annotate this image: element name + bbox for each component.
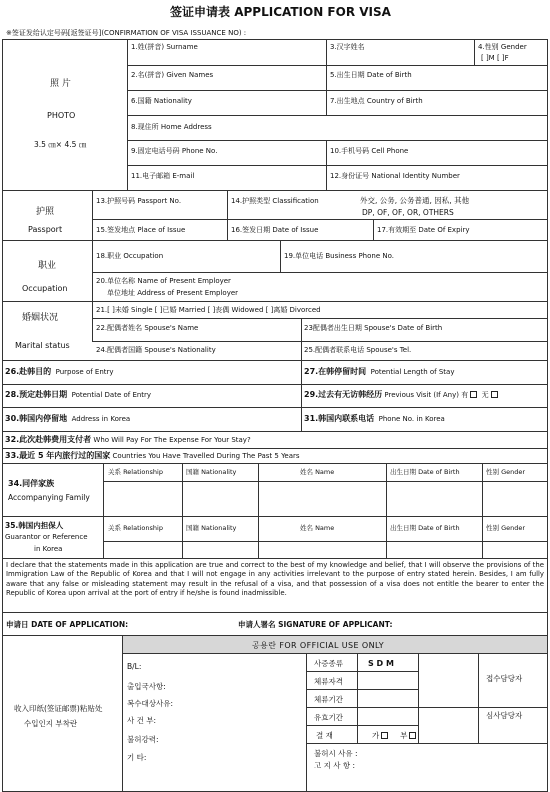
gender-options[interactable]: [ ]M [ ]F xyxy=(481,54,509,62)
phone-field[interactable]: 9.固定电话号码 Phone No. xyxy=(131,147,218,155)
date-of-issue-field[interactable]: 16.签发日期 Date of Issue xyxy=(231,226,319,234)
nationality-field[interactable]: 6.国籍 Nationality xyxy=(131,97,192,105)
bl-field[interactable]: B/L: xyxy=(127,662,142,671)
previous-visit-field: Previous Visit (If Any) xyxy=(384,391,459,399)
address-in-korea-field[interactable]: Address in Korea xyxy=(71,415,131,423)
case-book-field[interactable]: 사 건 부: xyxy=(127,716,157,725)
validity-label: 유효기간 xyxy=(314,713,343,722)
visa-type-label: 사증종류 xyxy=(314,659,343,668)
guarantor-col-dob: 出生日期 Date of Birth xyxy=(390,524,460,532)
given-names-field[interactable]: 2.名(拼音) Given Names xyxy=(131,71,214,79)
approve-label: 가 xyxy=(372,731,380,740)
family-col-gender: 性别 Gender xyxy=(486,468,526,476)
stamp-area-ko: 수입인지 부착란 xyxy=(24,719,78,728)
spouse-name-field[interactable]: 22.配偶者姓名 Spouse's Name xyxy=(96,324,199,332)
passport-type-options-en[interactable]: DP, OF, OF, OR, OTHERS xyxy=(362,208,454,217)
guarantor-col-gender: 性别 Gender xyxy=(486,524,526,532)
phone-korea-label: 31.韩国内联系电话 xyxy=(304,414,375,423)
photo-label-cn: 照 片 xyxy=(50,79,71,89)
email-field[interactable]: 11.电子邮箱 E-mail xyxy=(131,172,195,180)
home-address-field[interactable]: 8.现住所 Home Address xyxy=(131,123,212,131)
guarantor-col-relationship: 关系 Relationship xyxy=(108,524,163,532)
marital-label-cn: 婚姻状况 xyxy=(22,313,59,323)
visa-type-options[interactable]: S D M xyxy=(368,659,394,668)
guarantor-label-cn: 35.韩国内担保人 xyxy=(5,521,64,530)
passport-number-field[interactable]: 13.护照号码 Passport No. xyxy=(96,197,182,205)
guarantor-col-name: 姓名 Name xyxy=(300,524,335,532)
spouse-nationality-field[interactable]: 24.配偶者国籍 Spouse's Nationality xyxy=(96,346,216,354)
spouse-birth-date-field[interactable]: 23配偶者出生日期 Spouse's Date of Birth xyxy=(304,324,443,332)
cell-phone-field[interactable]: 10.手机号码 Cell Phone xyxy=(330,147,409,155)
form-title xyxy=(170,6,391,18)
family-col-dob: 出生日期 Date of Birth xyxy=(390,468,460,476)
reviewing-officer-label: 심사담당자 xyxy=(486,711,523,720)
address-korea-label: 30.韩国内停留地 xyxy=(5,414,68,423)
photo-label-en: PHOTO xyxy=(47,111,76,120)
spouse-tel-field[interactable]: 25.配偶者联系电话 Spouse's Tel. xyxy=(304,346,412,354)
date-of-entry-field[interactable]: Potential Date of Entry xyxy=(71,391,152,399)
phone-in-korea-field[interactable]: Phone No. in Korea xyxy=(378,415,445,423)
guarantor-label-en: Guarantor or Reference xyxy=(5,533,88,541)
purpose-of-entry-field[interactable]: Purpose of Entry xyxy=(55,368,114,376)
previous-visit-no-checkbox[interactable] xyxy=(491,391,498,398)
employer-address-field[interactable]: 单位地址 Address of Present Employer xyxy=(107,289,239,297)
chinese-name-field[interactable]: 3.汉字姓名 xyxy=(330,43,365,51)
date-of-expiry-field[interactable]: 17.有效期至 Date Of Expiry xyxy=(377,226,470,234)
status-label: 체류자격 xyxy=(314,677,343,686)
title-en: APPLICATION FOR VISA xyxy=(234,5,391,19)
occupation-field[interactable]: 18.职业 Occupation xyxy=(96,252,164,260)
payer-label: 32.此次赴韩费用支付者 xyxy=(5,435,92,444)
family-col-nationality: 国籍 Nationality xyxy=(186,468,237,476)
declaration-text: I declare that the statements made in this application are true and correct to the best of my knowledge and belief, that I will observe the provisions of the Immigration Law of the Republic of Korea and that I will not engage in any activities irrelevant to the purpose of entry stated herein. Besides, I am fully aware that any false or misleading statement may result in the refusal of a visa, and that possession of a visa does not entitle the bearer to enter the Republic of Korea upon arrival at the port of entry if he/she is found inadmissible. xyxy=(6,561,544,598)
date-of-birth-field[interactable]: 5.出生日期 Date of Birth xyxy=(330,71,412,79)
family-label-en: Accompanying Family xyxy=(8,493,90,502)
confirmation-number-label xyxy=(6,30,246,37)
title-cn: 签证申请表 xyxy=(170,5,231,19)
marital-label-en: Marital status xyxy=(15,341,70,350)
gender-field[interactable]: 4.性别 Gender xyxy=(478,43,527,51)
surname-field[interactable]: 1.姓(拼音) Surname xyxy=(131,43,198,51)
expense-payer-field[interactable]: Who Will Pay For The Expense For Your Stay? xyxy=(93,436,251,444)
passport-type-options-cn[interactable]: 外交, 公务, 公务普通, 因私, 其他 xyxy=(360,196,470,205)
receiving-officer-label: 접수담당자 xyxy=(486,674,523,683)
previous-visit-yes-checkbox[interactable] xyxy=(470,391,477,398)
passport-type-field[interactable]: 14.护照类型 Classification xyxy=(231,197,319,205)
passport-label-en: Passport xyxy=(28,225,63,234)
national-id-field[interactable]: 12.身份证号 National Identity Number xyxy=(330,172,460,180)
employer-name-field[interactable]: 20.单位名称 Name of Present Employer xyxy=(96,277,231,285)
countries-label: 33.最近 5 年内旅行过的国家 xyxy=(5,451,111,460)
confirm-cn: ※签证发给认定号码[返签证号] xyxy=(6,29,102,37)
length-of-stay-field[interactable]: Potential Length of Stay xyxy=(370,368,455,376)
approve-checkbox[interactable] xyxy=(381,732,388,739)
official-use-title: 공용란 FOR OFFICIAL USE ONLY xyxy=(252,641,385,650)
previous-visit-yes: 有 xyxy=(461,391,469,399)
business-phone-field[interactable]: 19.单位电话 Business Phone No. xyxy=(284,252,394,260)
signature-field[interactable]: 申请人署名 SIGNATURE OF APPLICANT: xyxy=(238,620,393,629)
marital-status-options[interactable]: 21.[ ]未婚 Single [ ]已婚 Married [ ]丧偶 Widowed [ ]离婚 Divorced xyxy=(96,306,321,314)
photo-size: 3.5 ㎝× 4.5 ㎝ xyxy=(34,140,87,149)
place-of-issue-field[interactable]: 15.签发地点 Place of Issue xyxy=(96,226,186,234)
country-of-birth-field[interactable]: 7.出生地点 Country of Birth xyxy=(330,97,423,105)
stay-period-label: 체류기간 xyxy=(314,695,343,704)
confirm-en: (CONFIRMATION OF VISA ISSUANCE NO) : xyxy=(101,29,247,37)
occupation-label-en: Occupation xyxy=(22,284,68,293)
passport-label-cn: 护照 xyxy=(36,207,55,217)
family-col-name: 姓名 Name xyxy=(300,468,335,476)
stay-length-label: 27.在韩停留时间 xyxy=(304,367,367,376)
previous-visit-label: 29.过去有无访韩经历 xyxy=(304,390,383,399)
previous-visit-no: 无 xyxy=(481,391,489,399)
approval-label: 결 재 xyxy=(316,731,333,740)
denial-record-field[interactable]: 불허강력: xyxy=(127,735,159,744)
guarantor-col-nationality: 国籍 Nationality xyxy=(186,524,237,532)
purpose-label: 26.赴韩目的 xyxy=(5,367,52,376)
countries-travelled-field[interactable]: Countries You Have Travelled During The Past 5 Years xyxy=(112,452,300,460)
reject-checkbox[interactable] xyxy=(409,732,416,739)
stamp-area-cn: 收入印纸(签证邮票)粘贴处 xyxy=(14,704,103,713)
denial-reason-label: 불허시 사유 : xyxy=(314,749,358,758)
reject-label: 부 xyxy=(400,731,408,740)
date-of-application-field[interactable]: 申请日 DATE OF APPLICATION: xyxy=(6,620,129,629)
family-label-cn: 34.同伴家族 xyxy=(8,479,55,488)
family-col-relationship: 关系 Relationship xyxy=(108,468,163,476)
immigration-field[interactable]: 출입국사항: xyxy=(127,682,166,691)
notice-label: 고 지 사 항 : xyxy=(314,761,356,770)
occupation-label-cn: 职业 xyxy=(38,261,57,271)
other-field[interactable]: 기 타: xyxy=(127,753,147,762)
multiple-reason-field[interactable]: 복수대상사유: xyxy=(127,699,173,708)
guarantor-label-en2: in Korea xyxy=(34,545,63,553)
entry-date-label: 28.预定赴韩日期 xyxy=(5,390,68,399)
